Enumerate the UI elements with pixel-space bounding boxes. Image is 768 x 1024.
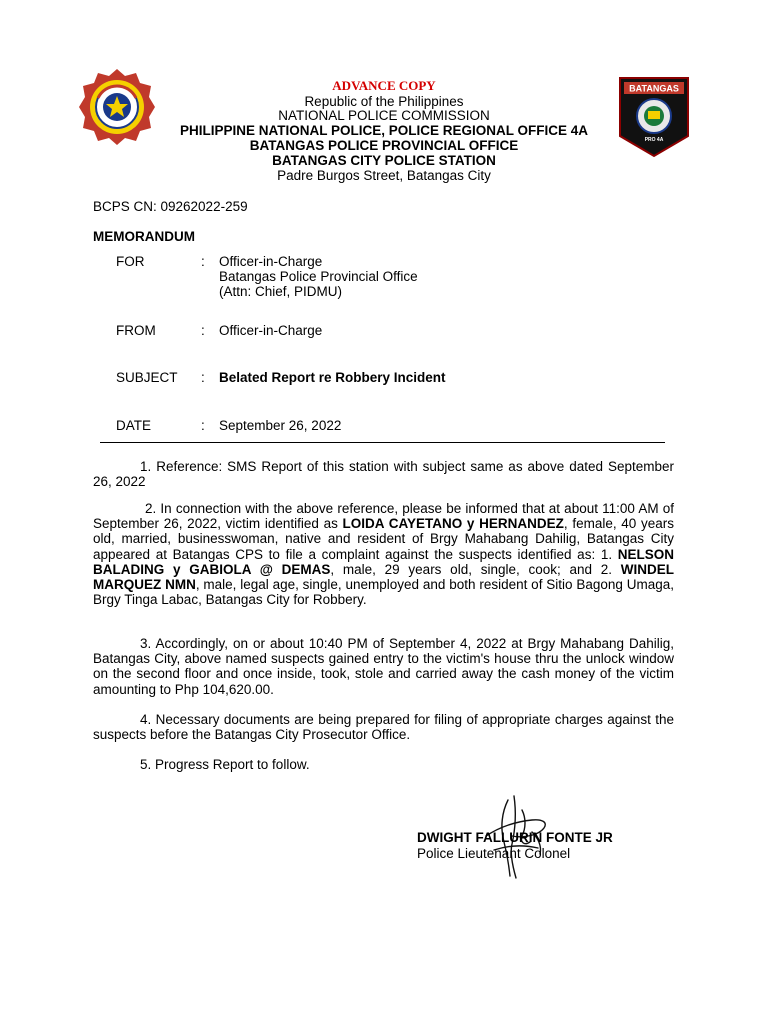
paragraph-4 <box>93 712 674 742</box>
signatory-rank: Police Lieutenant Colonel <box>417 846 571 861</box>
badge-title-text: BATANGAS <box>629 83 679 94</box>
svg-text:PRO 4A: PRO 4A <box>644 137 664 143</box>
paragraph-1 <box>93 459 674 489</box>
victim-name: LOIDA CAYETANO y HERNANDEZ <box>342 516 564 532</box>
paragraph-2-part-a: 2. In connection with the above reference, please be informed that at about 11:00 AM of September 26, 2022, victim identified as <box>93 501 674 532</box>
for-line-3: (Attn: Chief, PIDMU) <box>219 284 343 299</box>
napolcom-line: NATIONAL POLICE COMMISSION <box>278 108 490 123</box>
from-value: Officer-in-Charge <box>219 323 323 338</box>
date-colon: : <box>201 418 205 433</box>
reference-number: BCPS CN: 09262022-259 <box>93 199 248 214</box>
paragraph-3 <box>93 636 674 697</box>
for-label: FOR <box>116 254 145 269</box>
subject-value: Belated Report re Robbery Incident <box>219 370 446 385</box>
paragraph-2-part-c: , male, 29 years old, single, cook; and 2. <box>330 561 621 577</box>
from-colon: : <box>201 323 205 338</box>
provincial-office-line: BATANGAS POLICE PROVINCIAL OFFICE <box>249 138 519 153</box>
for-line-2: Batangas Police Provincial Office <box>219 269 418 284</box>
memorandum-title: MEMORANDUM <box>93 229 195 244</box>
subject-colon: : <box>201 370 205 385</box>
paragraph-1-text: 1. Reference: SMS Report of this station with subject same as above dated September 26, 2022 <box>93 459 674 490</box>
paragraph-5 <box>93 757 674 772</box>
for-line-1: Officer-in-Charge <box>219 254 323 269</box>
header-divider <box>100 442 665 443</box>
date-label: DATE <box>116 418 152 433</box>
suspect-2-name: WINDEL MARQUEZ NMN <box>93 561 674 593</box>
republic-line: Republic of the Philippines <box>304 94 464 109</box>
paragraph-5-text: 5. Progress Report to follow. <box>140 757 310 772</box>
subject-label: SUBJECT <box>116 370 178 385</box>
suspect-1-name: NELSON BALADING y GABIOLA @ DEMAS <box>93 546 674 577</box>
address-line: Padre Burgos Street, Batangas City <box>277 168 491 183</box>
for-value <box>219 254 418 299</box>
paragraph-2-part-d: , male, legal age, single, unemployed and both resident of Sitio Bagong Umaga, Brgy Tinga Labac, Batangas City for Robbery. <box>93 577 674 608</box>
for-colon: : <box>201 254 205 269</box>
paragraph-2-part-b: , female, 40 years old, married, businesswoman, native and resident of Brgy Mahabang Dahilig, Batangas City appeared at Batangas CPS to file a complaint against the suspects identified as: 1. <box>93 516 674 562</box>
date-value: September 26, 2022 <box>219 418 342 433</box>
pnp-region-line: PHILIPPINE NATIONAL POLICE, POLICE REGIONAL OFFICE 4A <box>179 123 589 138</box>
paragraph-4-text: 4. Necessary documents are being prepared for filing of appropriate charges against the suspects before the Batangas City Prosecutor Office. <box>93 712 674 743</box>
signatory-name: DWIGHT FALLURIN FONTE JR <box>417 830 613 845</box>
paragraph-2 <box>93 501 674 607</box>
from-label: FROM <box>116 323 156 338</box>
paragraph-3-text: 3. Accordingly, on or about 10:40 PM of September 4, 2022 at Brgy Mahabang Dahilig, Batangas City, above named suspects gained entry to the victim's house thru the unlock window on the second floor and once inside, took, stole and carried away the cash money of the victim amounting to Php 104,620.00. <box>93 636 674 697</box>
advance-copy-label: ADVANCE COPY <box>332 78 436 93</box>
city-station-line: BATANGAS CITY POLICE STATION <box>272 153 496 168</box>
